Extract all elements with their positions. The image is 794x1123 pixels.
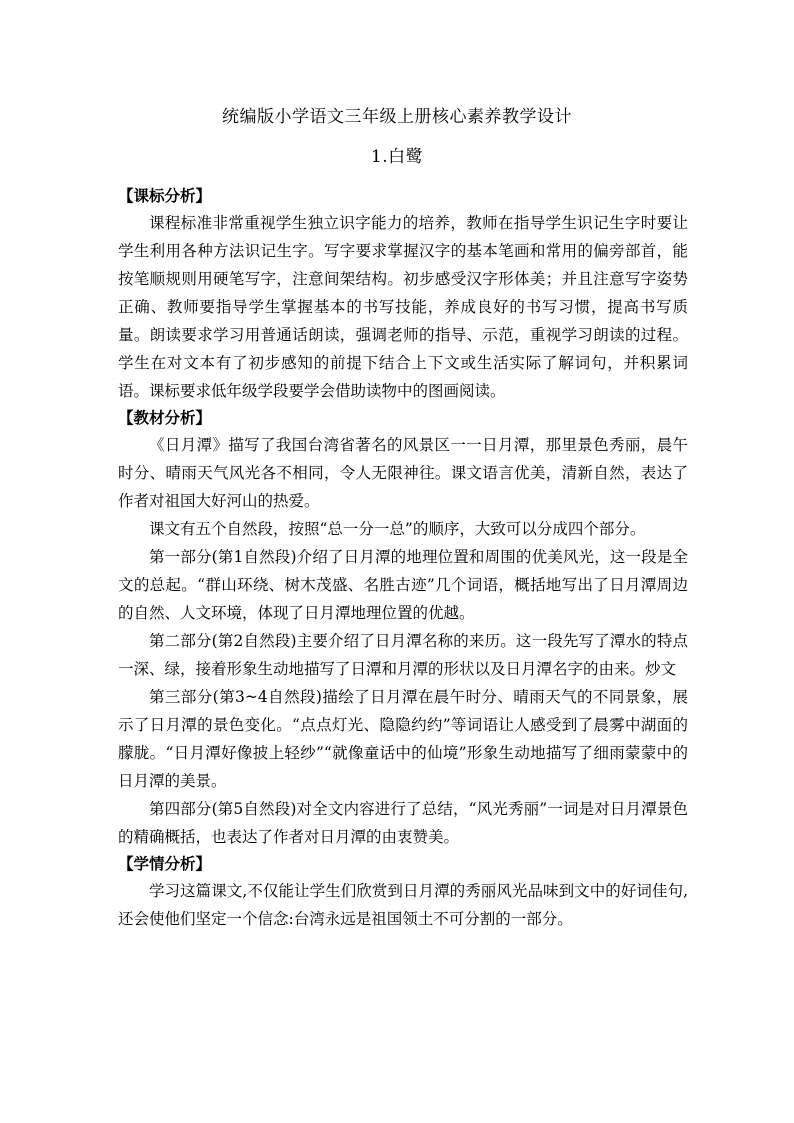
section-curriculum-analysis [118,183,688,405]
paragraph: 学习这篇课文,不仅能让学生们欣赏到日月潭的秀丽风光品味到文中的好词佳句,还会使他们坚定一个信念:台湾永远是祖国领土不可分割的一部分。 [118,882,688,928]
paragraph: 《日月潭》描写了我国台湾省著名的风景区一一日月潭，那里景色秀丽，晨午时分、晴雨天气风光各不相同，令人无限神往。课文语言优美，清新自然，表达了作者对祖国大好河山的热爱。 [118,436,688,510]
paragraph: 课程标准非常重视学生独立识字能力的培养，教师在指导学生识记生字时要让学生利用各种方法识记生字。写字要求掌握汉字的基本笔画和常用的偏旁部首，能按笔顺规则用硬笔写字，注意间架结构。初步感受汉字形体美；并且注意写字姿势正确、教师要指导学生掌握基本的书写技能，养成良好的书写习惯，提高书写质量。朗读要求学习用普通话朗读，强调老师的指导、示范，重视学习朗读的过程。学生在对文本有了初步感知的前提下结合上下文或生活实际了解词句，并积累词语。课标要求低年级学段要学会借助读物中的图画阅读。 [118,214,688,400]
paragraph: 第二部分(第2自然段)主要介绍了日月潭名称的来历。这一段先写了潭水的特点一深、绿，接着形象生动地描写了日潭和月潭的形状以及日月潭名字的由来。炒文 [118,632,688,678]
document-body [118,183,688,933]
section-heading: 【学情分析】 [118,854,212,873]
section-learner-analysis [118,851,688,933]
section-heading: 【教材分析】 [118,408,212,427]
paragraph: 课文有五个自然段，按照“总一分一总”的顺序，大致可以分成四个部分。 [149,520,646,538]
section-heading: 【课标分析】 [118,186,212,205]
document-title: 统编版小学语文三年级上册核心素养教学设计 [222,107,572,127]
paragraph: 第一部分(第1自然段)介绍了日月潭的地理位置和周围的优美风光，这一段是全文的总起。“群山环绕、树木茂盛、名胜古迹”几个词语，概括地写出了日月潭周边的自然、人文环境，体现了日月潭地理位置的优越。 [118,548,688,622]
paragraph: 第三部分(第3~4自然段)描绘了日月潭在晨午时分、晴雨天气的不同景象，展示了日月潭的景色变化。“点点灯光、隐隐约约”等词语让人感受到了晨雾中湖面的朦胧。“日月潭好像披上轻纱”“就像童话中的仙境”形象生动地描写了细雨蒙蒙中的日月潭的美景。 [118,688,688,790]
paragraph: 第四部分(第5自然段)对全文内容进行了总结，“风光秀丽”一词是对日月潭景色的精确概括，也表达了作者对日月潭的由衷赞美。 [118,800,688,846]
section-textbook-analysis [118,405,688,851]
lesson-title: 1.白鹭 [370,147,424,167]
